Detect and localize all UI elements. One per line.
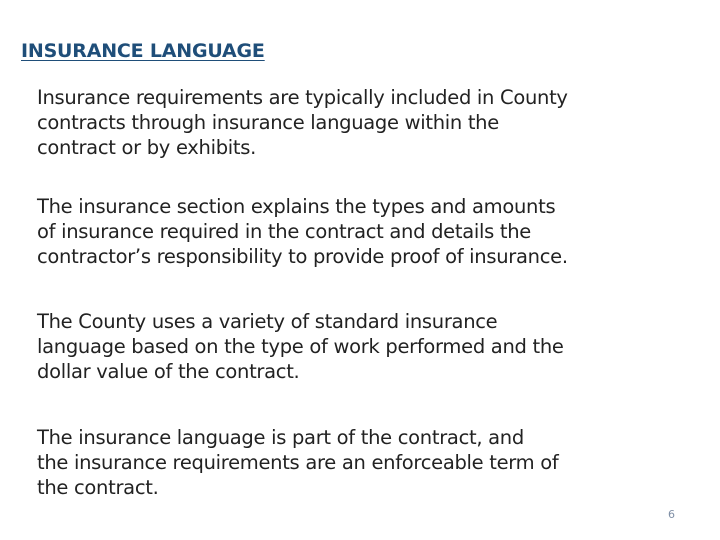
slide-title: INSURANCE LANGUAGE — [21, 40, 265, 62]
paragraph-insurance-requirements: Insurance requirements are typically included in County contracts through insurance language within the contract or by exhibits. — [37, 86, 568, 159]
page-number: 6 — [668, 508, 675, 521]
paragraph-enforceable-term: The insurance language is part of the contract, and the insurance requirements are an enforceable term of the contract. — [37, 426, 559, 499]
paragraph-standard-language: The County uses a variety of standard insurance language based on the type of work performed and the dollar value of the contract. — [37, 310, 564, 383]
paragraph-insurance-section: The insurance section explains the types and amounts of insurance required in the contract and details the contractor’s responsibility to provide proof of insurance. — [37, 195, 568, 268]
